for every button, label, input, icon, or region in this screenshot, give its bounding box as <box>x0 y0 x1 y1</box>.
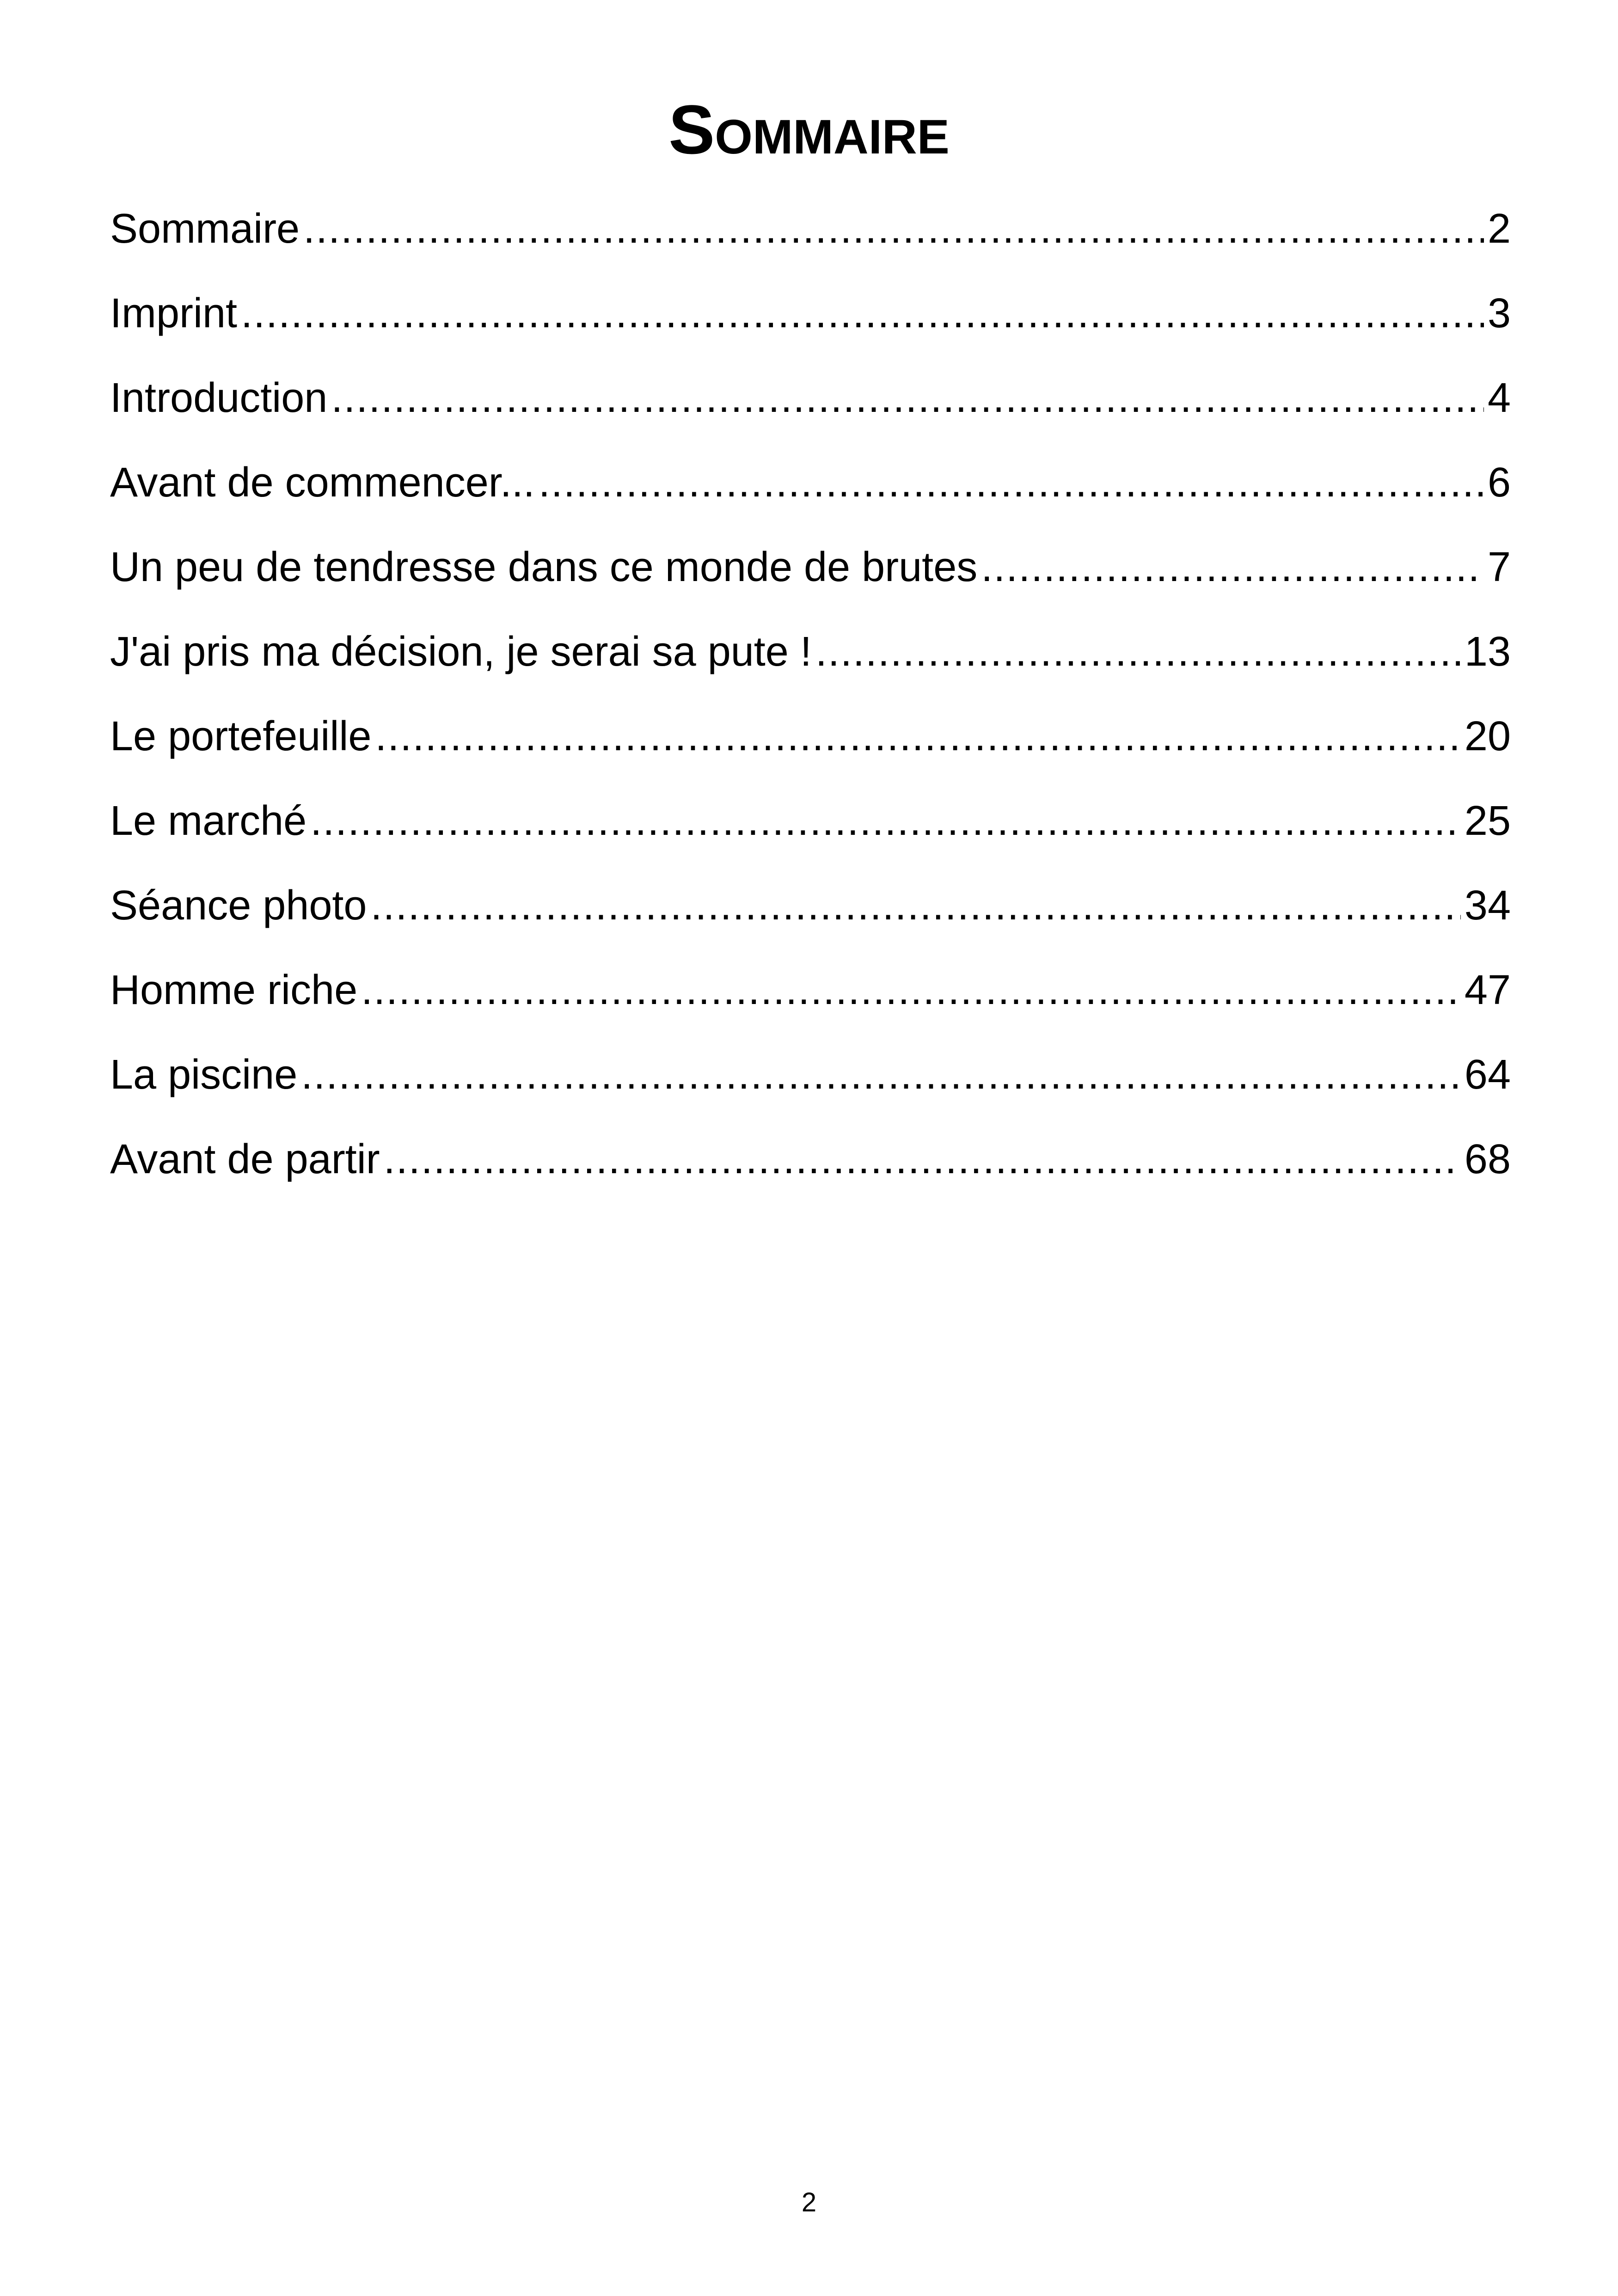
toc-entry-page: 7 <box>1487 544 1511 590</box>
toc-entry[interactable] <box>110 533 1511 617</box>
page-number: 2 <box>801 2187 817 2217</box>
toc-entry-label: Séance photo <box>110 882 367 929</box>
toc-leader-dots <box>815 617 1461 686</box>
toc-leader-dots <box>241 279 1484 348</box>
toc-entry[interactable] <box>110 448 1511 533</box>
toc-entry-label: Avant de commencer... <box>110 459 535 506</box>
toc-entry-page: 64 <box>1464 1052 1511 1098</box>
toc-entry-page: 68 <box>1464 1136 1511 1182</box>
toc-entry[interactable] <box>110 955 1511 1040</box>
table-of-contents <box>110 194 1511 1209</box>
page-title: Sommaire <box>668 91 950 168</box>
toc-entry[interactable] <box>110 786 1511 871</box>
toc-entry[interactable] <box>110 871 1511 955</box>
toc-entry-label: Le portefeuille <box>110 713 372 759</box>
toc-entry-label: Imprint <box>110 290 238 337</box>
toc-entry-label: Introduction <box>110 375 328 421</box>
toc-entry-page: 20 <box>1464 713 1511 759</box>
toc-entry-label: Le marché <box>110 798 307 844</box>
toc-leader-dots <box>981 533 1484 602</box>
toc-leader-dots <box>303 194 1484 263</box>
toc-leader-dots <box>310 786 1461 856</box>
toc-entry[interactable] <box>110 1040 1511 1125</box>
toc-entry-label: Avant de partir <box>110 1136 380 1182</box>
toc-entry-label: J'ai pris ma décision, je serai sa pute ! <box>110 629 812 675</box>
toc-entry-page: 2 <box>1487 206 1511 252</box>
toc-entry-page: 6 <box>1487 459 1511 506</box>
toc-entry-label: Homme riche <box>110 967 358 1013</box>
toc-entry-page: 47 <box>1464 967 1511 1013</box>
toc-entry[interactable] <box>110 363 1511 448</box>
toc-leader-dots <box>539 448 1484 517</box>
toc-entry[interactable] <box>110 617 1511 702</box>
toc-entry-label: Un peu de tendresse dans ce monde de brutes <box>110 544 978 590</box>
toc-leader-dots <box>384 1125 1461 1194</box>
toc-leader-dots <box>375 702 1460 771</box>
toc-entry-page: 3 <box>1487 290 1511 337</box>
toc-entry[interactable] <box>110 279 1511 363</box>
toc-entry-label: Sommaire <box>110 206 300 252</box>
toc-entry-page: 34 <box>1464 882 1511 929</box>
toc-entry-page: 13 <box>1464 629 1511 675</box>
toc-entry[interactable] <box>110 194 1511 279</box>
toc-entry-page: 25 <box>1464 798 1511 844</box>
toc-entry[interactable] <box>110 1125 1511 1209</box>
toc-entry-page: 4 <box>1487 375 1511 421</box>
toc-leader-dots <box>331 363 1484 433</box>
toc-leader-dots <box>370 871 1460 940</box>
toc-entry[interactable] <box>110 702 1511 786</box>
toc-leader-dots <box>301 1040 1461 1109</box>
toc-leader-dots <box>361 955 1461 1025</box>
toc-entry-label: La piscine <box>110 1052 298 1098</box>
